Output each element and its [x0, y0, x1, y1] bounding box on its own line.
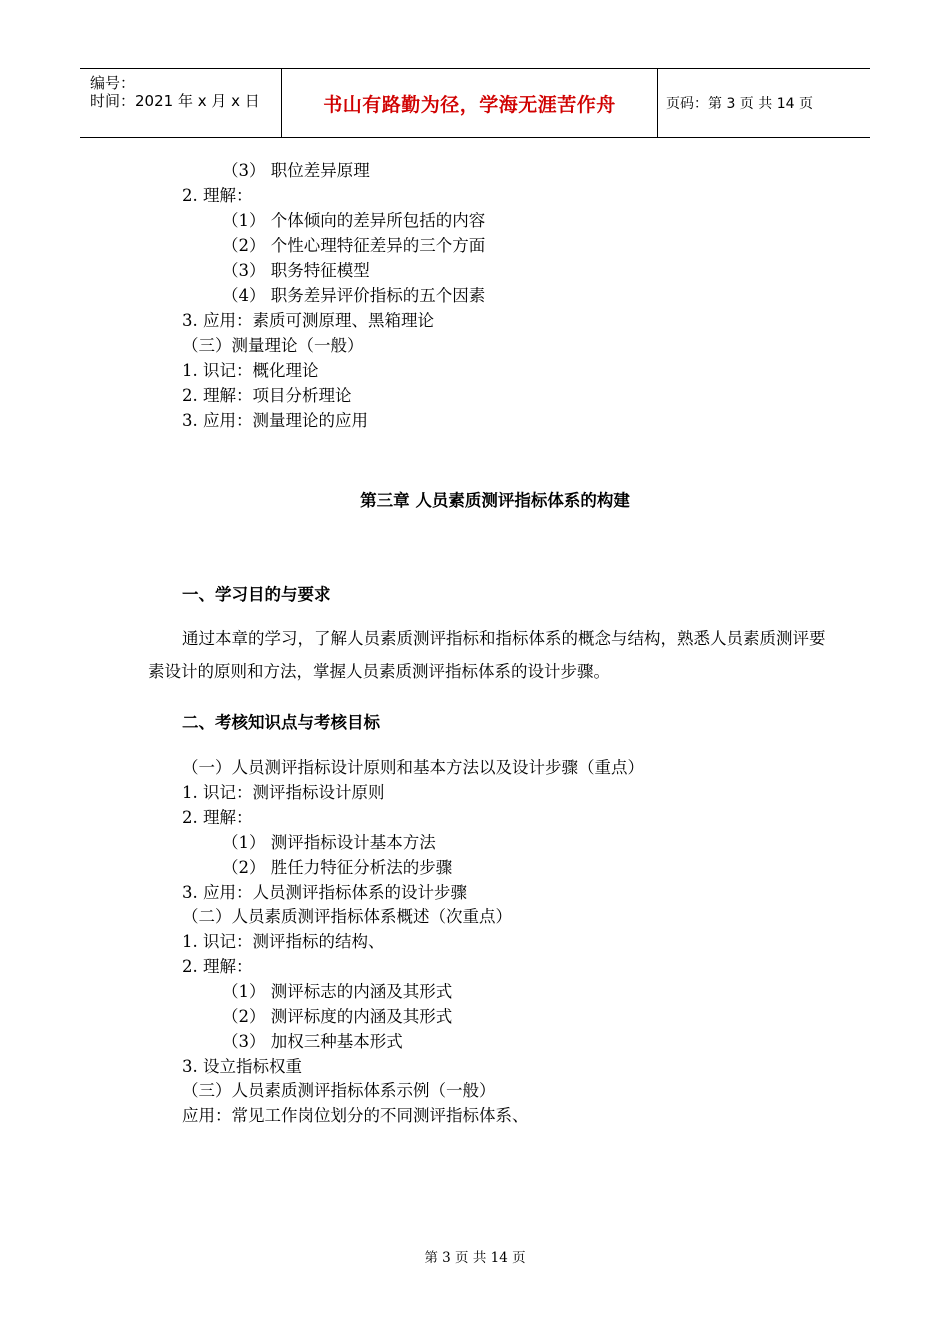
list-item: 1. 识记：测评指标设计原则 — [182, 783, 385, 802]
list-item: （3） 职务特征模型 — [222, 261, 370, 280]
list-item: （2） 个性心理特征差异的三个方面 — [222, 236, 486, 255]
body-paragraph: 通过本章的学习，了解人员素质测评指标和指标体系的概念与结构，熟悉人员素质测评要素设计的原则和方法，掌握人员素质测评指标体系的设计步骤。 — [148, 629, 826, 681]
list-item: （4） 职务差异评价指标的五个因素 — [222, 286, 486, 305]
section-heading: 一、学习目的与要求 — [182, 585, 331, 604]
document-time-label: 时间：2021 年 x 月 x 日 — [90, 92, 260, 110]
list-item: （2） 测评标度的内涵及其形式 — [222, 1007, 453, 1026]
header-motto: 书山有路勤为径，学海无涯苦作舟 — [323, 93, 616, 116]
list-item: 1. 识记：概化理论 — [182, 361, 319, 380]
list-item: 2. 理解： — [182, 808, 253, 827]
section-subheading: （三）测量理论（一般） — [182, 336, 364, 355]
page-header — [80, 68, 870, 138]
list-item: （3） 加权三种基本形式 — [222, 1032, 403, 1051]
list-item: 应用：常见工作岗位划分的不同测评指标体系、 — [182, 1106, 529, 1125]
list-item: （3） 职位差异原理 — [222, 161, 370, 180]
document-number-label: 编号： — [90, 74, 136, 92]
section-heading: 二、考核知识点与考核目标 — [182, 713, 380, 732]
header-motto-cell — [282, 69, 658, 137]
list-item: 3. 应用：人员测评指标体系的设计步骤 — [182, 883, 467, 902]
section-subheading: （二）人员素质测评指标体系概述（次重点） — [182, 907, 512, 926]
list-item: 3. 设立指标权重 — [182, 1057, 302, 1076]
list-item: 3. 应用：素质可测原理、黑箱理论 — [182, 311, 434, 330]
header-meta — [80, 69, 282, 137]
list-item: 2. 理解： — [182, 957, 253, 976]
list-item: 3. 应用：测量理论的应用 — [182, 411, 368, 430]
page-footer: 第 3 页 共 14 页 — [424, 1250, 526, 1266]
section-subheading: （三）人员素质测评指标体系示例（一般） — [182, 1081, 496, 1100]
list-item: 2. 理解： — [182, 186, 253, 205]
list-item: （1） 测评指标设计基本方法 — [222, 833, 436, 852]
list-item: （1） 测评标志的内涵及其形式 — [222, 982, 453, 1001]
list-item: （1） 个体倾向的差异所包括的内容 — [222, 211, 486, 230]
section-subheading: （一）人员测评指标设计原则和基本方法以及设计步骤（重点） — [182, 758, 644, 777]
header-page-info: 页码：第 3 页 共 14 页 — [666, 96, 813, 112]
list-item: 2. 理解：项目分析理论 — [182, 386, 352, 405]
chapter-title: 第三章 人员素质测评指标体系的构建 — [360, 491, 630, 510]
list-item: 1. 识记：测评指标的结构、 — [182, 932, 385, 951]
list-item: （2） 胜任力特征分析法的步骤 — [222, 858, 453, 877]
